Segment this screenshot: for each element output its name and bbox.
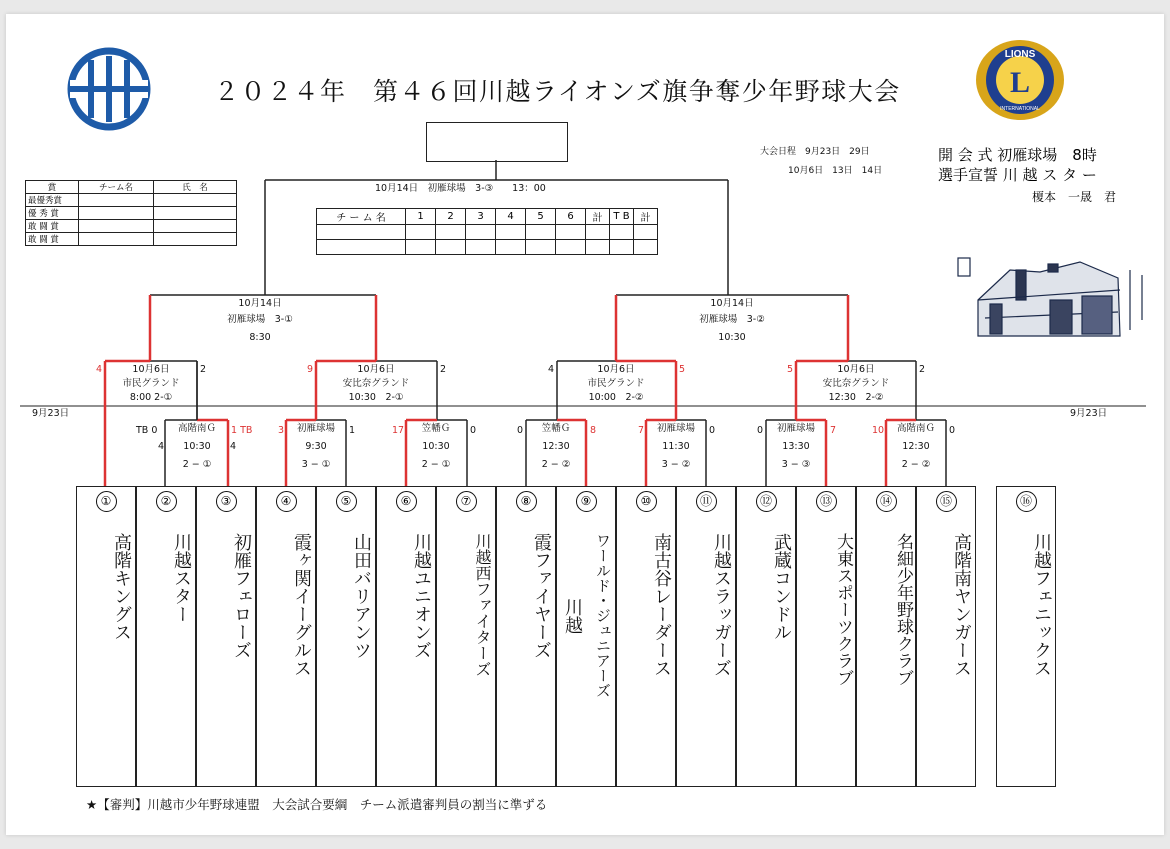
r1-game: 2 − ① bbox=[182, 459, 212, 470]
award-row-label: 最優秀賞 bbox=[26, 194, 79, 207]
score-header: 6 bbox=[556, 209, 586, 225]
quarter-time: 12:30 2-② bbox=[828, 392, 884, 403]
team-column bbox=[76, 486, 136, 787]
opening-ceremony: 開 会 式 初雁球場 8時 bbox=[938, 146, 1097, 164]
r1-score-right: 7 bbox=[830, 425, 837, 436]
quarter-time: 8:00 2-① bbox=[129, 392, 173, 403]
award-table bbox=[25, 180, 237, 246]
quarter-score-right: 2 bbox=[919, 364, 926, 375]
team-name: 霞ヶ関イーグルス bbox=[291, 533, 312, 677]
score-table bbox=[316, 208, 658, 255]
r1-score-right: 1 bbox=[349, 425, 356, 436]
r1-score-left: 3 bbox=[278, 425, 285, 436]
svg-text:LIONS: LIONS bbox=[1004, 49, 1036, 60]
award-header: 氏 名 bbox=[154, 181, 237, 194]
r1-score-left: 17 bbox=[392, 425, 405, 436]
r1-place: 高階南Ｇ bbox=[177, 423, 216, 434]
team-number: ① bbox=[96, 491, 117, 512]
team-number: ⑨ bbox=[576, 491, 597, 512]
page-title: ２０２４年 第４６回川越ライオンズ旗争奪少年野球大会 bbox=[214, 77, 901, 106]
quarter-score-right: 5 bbox=[679, 364, 686, 375]
quarter-date: 10月6日 bbox=[132, 364, 170, 375]
score-header: チ ー ム 名 bbox=[317, 209, 406, 225]
score-header: T B bbox=[610, 209, 634, 225]
team-number: ⑩ bbox=[636, 491, 657, 512]
final-game-label: 10月14日 初雁球場 3-③ 13：00 bbox=[375, 183, 546, 194]
r1-place: 笠幡Ｇ bbox=[541, 423, 571, 434]
r1-time: 10:30 bbox=[183, 441, 211, 452]
score-header: 2 bbox=[436, 209, 466, 225]
schedule-line1: 大会日程 9月23日 29日 bbox=[760, 147, 870, 157]
date-left: 9月23日 bbox=[32, 408, 70, 419]
quarter-score-left: 5 bbox=[787, 364, 794, 375]
team-number: ⑮ bbox=[936, 491, 957, 512]
score-header: 4 bbox=[496, 209, 526, 225]
quarter-time: 10:30 2-① bbox=[348, 392, 404, 403]
semi-date: 10月14日 bbox=[238, 298, 282, 309]
svg-text:INTERNATIONAL: INTERNATIONAL bbox=[1000, 106, 1040, 112]
r1-score-left: 7 bbox=[638, 425, 645, 436]
r1-score-right: 8 bbox=[590, 425, 597, 436]
r1-game: 2 − ② bbox=[901, 459, 931, 470]
quarter-date: 10月6日 bbox=[597, 364, 635, 375]
quarter-score-left: 4 bbox=[96, 364, 103, 375]
semi-time: 8:30 bbox=[249, 332, 271, 343]
team-column bbox=[376, 486, 436, 787]
r1-time: 11:30 bbox=[662, 441, 690, 452]
team-number: ② bbox=[156, 491, 177, 512]
team-name: 高階南ヤンガース bbox=[951, 533, 972, 677]
team-name: 川越ユニオンズ bbox=[411, 533, 432, 659]
team-name: 山田バリアンツ bbox=[351, 533, 372, 659]
quarter-score-right: 2 bbox=[200, 364, 207, 375]
r1-time: 12:30 bbox=[902, 441, 930, 452]
team-number: ③ bbox=[216, 491, 237, 512]
r1-game: 3 − ③ bbox=[781, 459, 811, 470]
r1-place: 初雁球場 bbox=[296, 423, 335, 434]
team-name: 川越フェニックス bbox=[1031, 533, 1052, 677]
quarter-place: 市民グランド bbox=[122, 378, 180, 389]
r1-game: 2 − ① bbox=[421, 459, 451, 470]
svg-text:L: L bbox=[1009, 66, 1031, 99]
team-column bbox=[196, 486, 256, 787]
r1-place: 高階南Ｇ bbox=[896, 423, 935, 434]
pledge-player: 榎本 一晟 君 bbox=[1032, 190, 1117, 204]
score-header: 1 bbox=[406, 209, 436, 225]
quarter-time: 10:00 2-② bbox=[588, 392, 644, 403]
team-name: 南古谷レーダース bbox=[651, 533, 672, 677]
quarter-date: 10月6日 bbox=[357, 364, 395, 375]
quarter-score-left: 4 bbox=[548, 364, 555, 375]
award-row-label: 優 秀 賞 bbox=[26, 207, 79, 220]
team-name: 高階キングス bbox=[111, 533, 132, 641]
r1-time: 9:30 bbox=[305, 441, 327, 452]
semi-place: 初雁球場 3-② bbox=[699, 314, 765, 325]
team-column bbox=[316, 486, 376, 787]
team-name-group bbox=[557, 533, 615, 698]
team-column bbox=[676, 486, 736, 787]
team-number: ⑦ bbox=[456, 491, 477, 512]
r1-score-left: 0 bbox=[757, 425, 764, 436]
champion-box bbox=[426, 122, 568, 162]
team-number: ⑯ bbox=[1016, 491, 1037, 512]
team-column bbox=[436, 486, 496, 787]
r1-place: 初雁球場 bbox=[656, 423, 695, 434]
team-number: ⑭ bbox=[876, 491, 897, 512]
r1-tb-left: TB 0 bbox=[136, 425, 158, 436]
team-column bbox=[796, 486, 856, 787]
team-name: 川越 bbox=[562, 597, 583, 634]
team-column bbox=[916, 486, 976, 787]
r1-game: 3 − ② bbox=[661, 459, 691, 470]
team-number: ⑤ bbox=[336, 491, 357, 512]
r1-score-right: 0 bbox=[470, 425, 477, 436]
semi-date: 10月14日 bbox=[710, 298, 754, 309]
team-number: ⑫ bbox=[756, 491, 777, 512]
team-column bbox=[136, 486, 196, 787]
schedule-line2: 10月6日 13日 14日 bbox=[788, 166, 883, 176]
r1-score-right: 0 bbox=[709, 425, 716, 436]
score-header: 計 bbox=[634, 209, 658, 225]
team-column bbox=[256, 486, 316, 787]
team-column bbox=[496, 486, 556, 787]
team-name: 名細少年野球クラブ bbox=[893, 533, 913, 686]
award-row-label: 敢 闘 賞 bbox=[26, 220, 79, 233]
r1-score-left: 10 bbox=[872, 425, 885, 436]
team-number: ⑬ bbox=[816, 491, 837, 512]
r1-time: 12:30 bbox=[542, 441, 570, 452]
score-header: 5 bbox=[526, 209, 556, 225]
team-name: 霞ファイヤーズ bbox=[531, 533, 552, 659]
team-number: ⑪ bbox=[696, 491, 717, 512]
team-name: 川越スラッガーズ bbox=[711, 533, 732, 677]
team-name: 川越スター bbox=[171, 533, 192, 623]
team-name: 初雁フェローズ bbox=[231, 533, 252, 659]
quarter-place: 市民グランド bbox=[587, 378, 645, 389]
semi-place: 初雁球場 3-① bbox=[227, 314, 293, 325]
team-number: ④ bbox=[276, 491, 297, 512]
team-name: 大東スポーツクラブ bbox=[833, 533, 853, 686]
team-column bbox=[856, 486, 916, 787]
semi-time: 10:30 bbox=[718, 332, 746, 343]
r1-time: 10:30 bbox=[422, 441, 450, 452]
team-name: 川越西ファイターズ bbox=[473, 533, 492, 677]
team-column bbox=[616, 486, 676, 787]
pledge: 選手宣誓 川 越 ス タ ー bbox=[938, 166, 1097, 184]
score-header: 計 bbox=[586, 209, 610, 225]
team-column bbox=[996, 486, 1056, 787]
award-header: 賞 bbox=[26, 181, 79, 194]
team-number: ⑧ bbox=[516, 491, 537, 512]
team-number: ⑥ bbox=[396, 491, 417, 512]
r1-score-left: 4 bbox=[158, 441, 165, 452]
quarter-date: 10月6日 bbox=[837, 364, 875, 375]
quarter-place: 安比奈グランド bbox=[822, 378, 890, 389]
r1-place: 笠幡Ｇ bbox=[421, 423, 451, 434]
award-row-label: 敢 闘 賞 bbox=[26, 233, 79, 246]
r1-score-left: 0 bbox=[517, 425, 524, 436]
r1-tb-right: 1 TB bbox=[231, 425, 253, 436]
referee-note: ★【審判】川越市少年野球連盟 大会試合要綱 チーム派遣審判員の割当に準ずる bbox=[86, 797, 548, 812]
score-header: 3 bbox=[466, 209, 496, 225]
r1-time: 13:30 bbox=[782, 441, 810, 452]
quarter-place: 安比奈グランド bbox=[342, 378, 410, 389]
award-header: チーム名 bbox=[79, 181, 154, 194]
team-name-sub: ワールド・ジュニアーズ bbox=[594, 533, 612, 698]
r1-game: 2 − ② bbox=[541, 459, 571, 470]
team-column bbox=[736, 486, 796, 787]
quarter-score-left: 9 bbox=[307, 364, 314, 375]
team-column bbox=[556, 486, 616, 787]
r1-game: 3 − ① bbox=[301, 459, 331, 470]
r1-score-right: 0 bbox=[949, 425, 956, 436]
r1-score-right: 4 bbox=[230, 441, 237, 452]
quarter-score-right: 2 bbox=[440, 364, 447, 375]
r1-place: 初雁球場 bbox=[776, 423, 815, 434]
team-name: 武蔵コンドル bbox=[771, 533, 792, 641]
date-right: 9月23日 bbox=[1070, 408, 1108, 419]
